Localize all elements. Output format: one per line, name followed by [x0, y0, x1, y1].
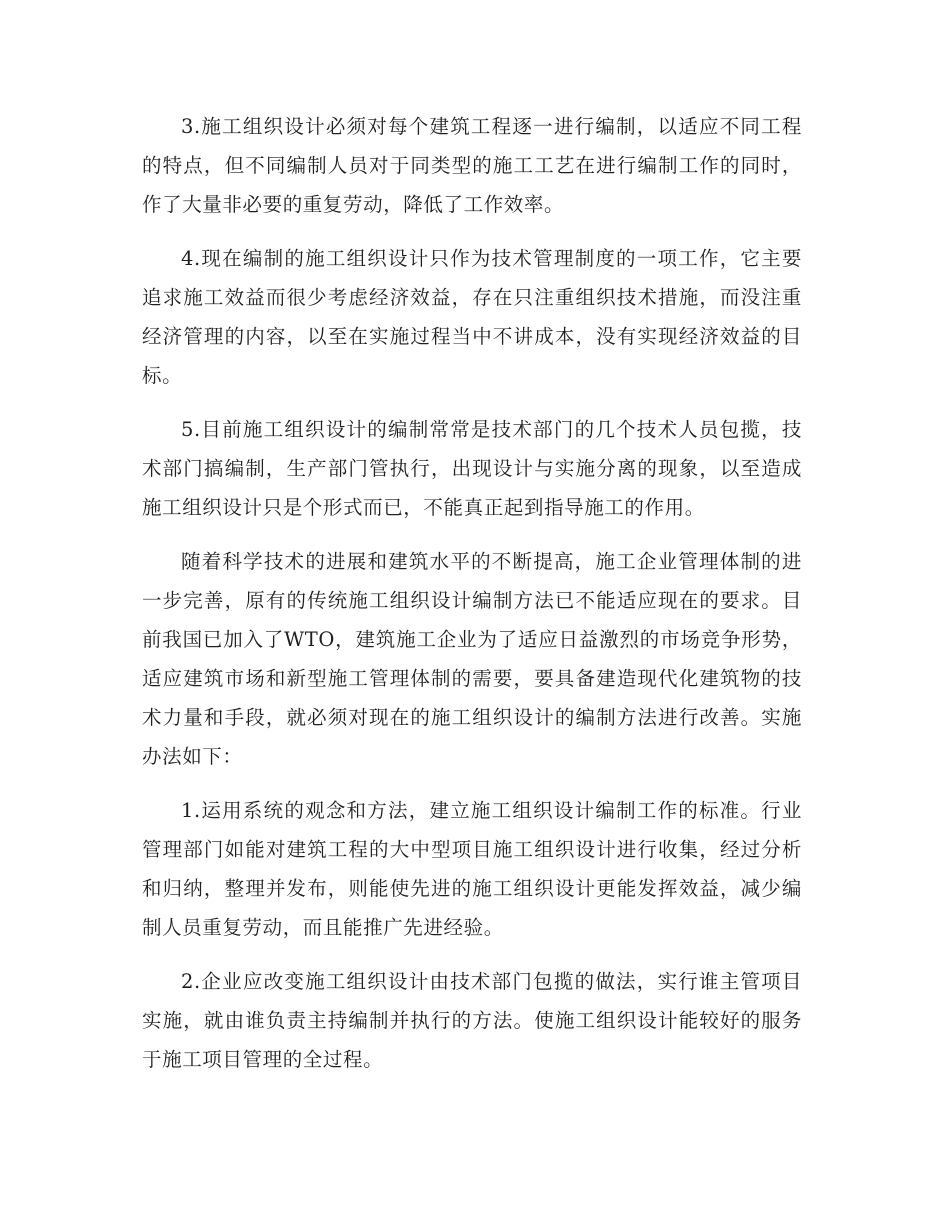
paragraph-method-2: 2.企业应改变施工组织设计由技术部门包揽的做法，实行谁主管项目实施，就由谁负责主持编制并执行的方法。使施工组织设计能较好的服务于施工项目管理的全过程。 [142, 970, 802, 1071]
paragraph-item-3: 3.施工组织设计必须对每个建筑工程逐一进行编制，以适应不同工程的特点，但不同编制人员对于同类型的施工工艺在进行编制工作的同时，作了大量非必要的重复劳动，降低了工作效率。 [142, 115, 802, 216]
paragraph-item-4: 4.现在编制的施工组织设计只作为技术管理制度的一项工作，它主要追求施工效益而很少考虑经济效益，存在只注重组织技术措施，而没注重经济管理的内容，以至在实施过程当中不讲成本，没有实现经济效益的目标。 [142, 247, 802, 387]
document-body [142, 107, 802, 1094]
paragraph-item-5: 5.目前施工组织设计的编制常常是技术部门的几个技术人员包揽，技术部门搞编制，生产部门管执行，出现设计与实施分离的现象，以至造成施工组织设计只是个形式而已，不能真正起到指导施工的作用。 [142, 418, 802, 519]
paragraph-improvement-intro: 随着科学技术的进展和建筑水平的不断提高，施工企业管理体制的进一步完善，原有的传统施工组织设计编制方法已不能适应现在的要求。目前我国已加入了WTO，建筑施工企业为了适应日益激烈的市场竞争形势，适应建筑市场和新型施工管理体制的需要，要具备建造现代化建筑物的技术力量和手段，就必须对现在的施工组织设计的编制方法进行改善。实施办法如下： [142, 550, 802, 768]
paragraph-method-1: 1.运用系统的观念和方法，建立施工组织设计编制工作的标准。行业管理部门如能对建筑工程的大中型项目施工组织设计进行收集，经过分析和归纳，整理并发布，则能使先进的施工组织设计更能发挥效益，减少编制人员重复劳动，而且能推广先进经验。 [142, 799, 802, 939]
